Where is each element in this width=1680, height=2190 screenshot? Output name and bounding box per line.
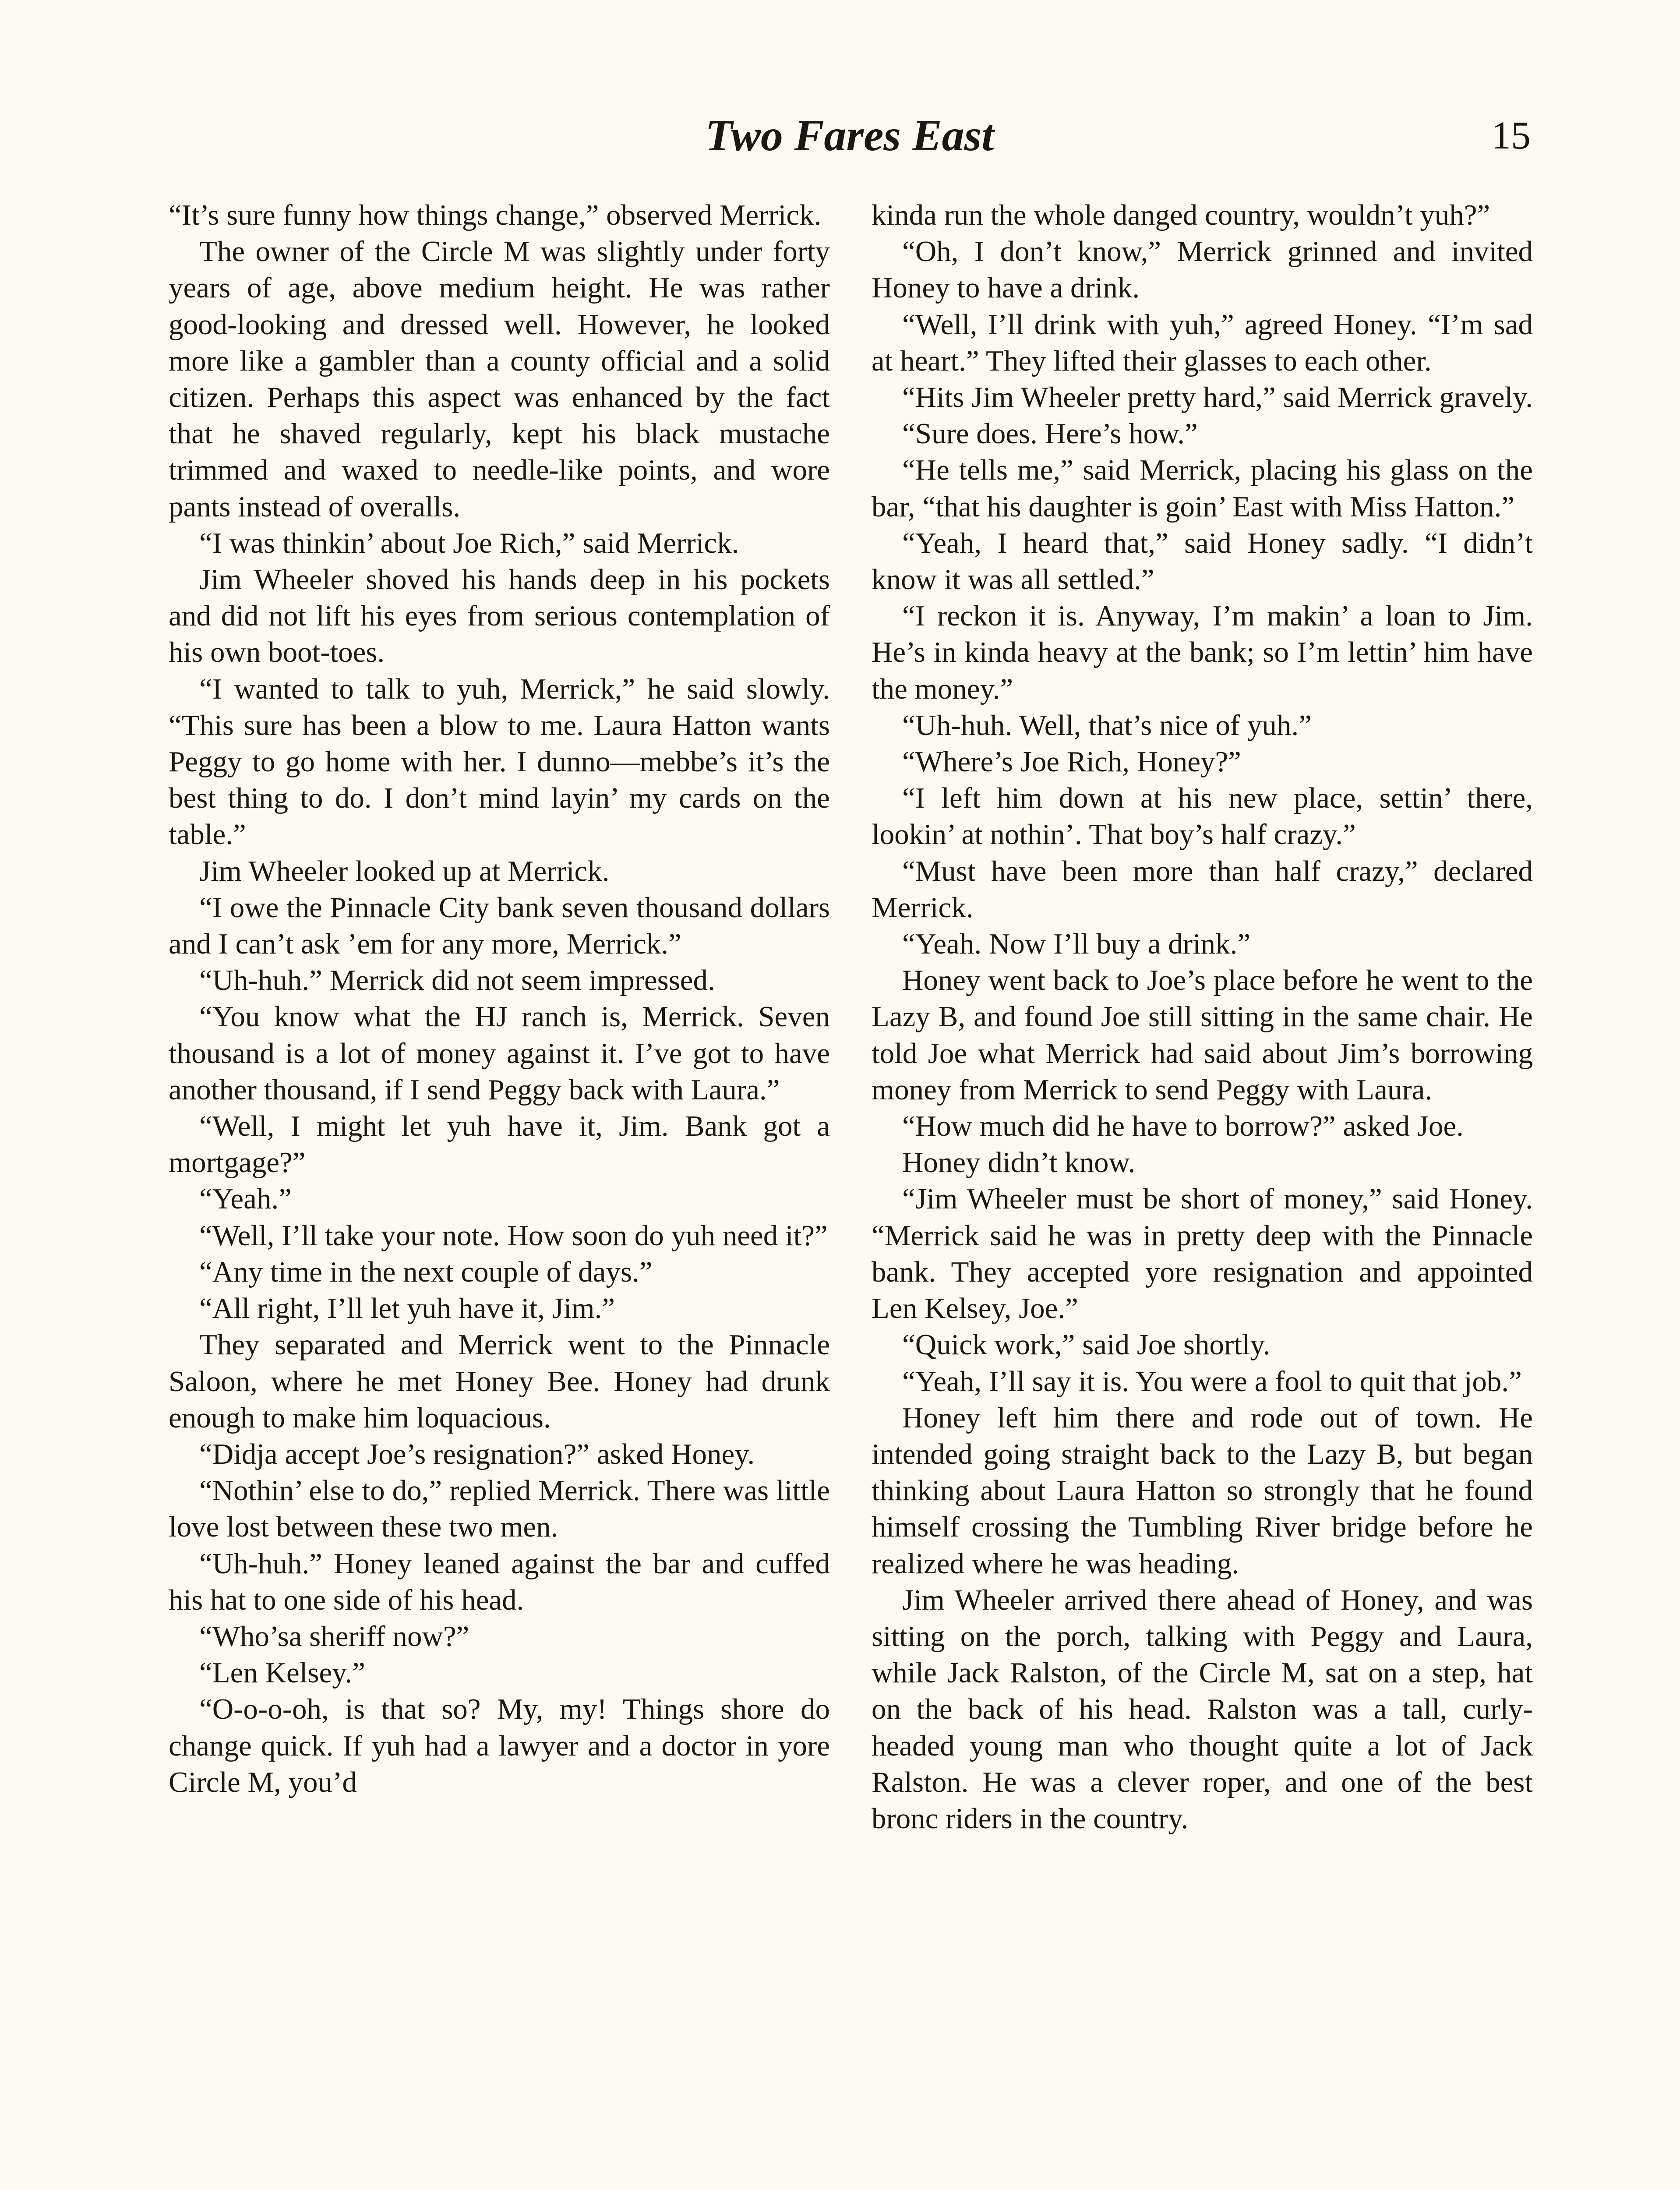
paragraph: “You know what the HJ ranch is, Merrick. Seven thousand is a lot of money against it. I’ve got to have another thousand, if I send Peggy back with Laura.”: [169, 1000, 830, 1106]
paragraph: “Len Kelsey.”: [199, 1657, 365, 1689]
paragraph: “Nothin’ else to do,” replied Merrick. There was little love lost between these two men.: [169, 1474, 830, 1544]
paragraph: “Yeah. Now I’ll buy a drink.”: [902, 928, 1251, 961]
paragraph: “Uh-huh.” Honey leaned against the bar and cuffed his hat to one side of his head.: [169, 1547, 830, 1616]
right-text-column: [872, 197, 1533, 2190]
paragraph: “Well, I might let yuh have it, Jim. Bank got a mortgage?”: [169, 1110, 830, 1179]
paragraph: “Well, I’ll take your note. How soon do yuh need it?”: [199, 1219, 828, 1252]
paragraph: They separated and Merrick went to the Pinnacle Saloon, where he met Honey Bee. Honey had drunk enough to make him loquacious.: [169, 1328, 830, 1434]
paragraph: “I was thinkin’ about Joe Rich,” said Merrick.: [199, 526, 739, 559]
paragraph: “I left him down at his new place, settin’ there, lookin’ at nothin’. That boy’s half crazy.”: [872, 782, 1533, 851]
paragraph: “Well, I’ll drink with yuh,” agreed Honey. “I’m sad at heart.” They lifted their glasses to each other.: [872, 308, 1533, 377]
paragraph: “Uh-huh. Well, that’s nice of yuh.”: [902, 709, 1312, 742]
paragraph: “Who’sa sheriff now?”: [199, 1620, 469, 1653]
paragraph: “Where’s Joe Rich, Honey?”: [902, 745, 1241, 778]
paragraph: “Jim Wheeler must be short of money,” said Honey. “Merrick said he was in pretty deep with the Pinnacle bank. They accepted yore resignation and appointed Len Kelsey, Joe.”: [872, 1183, 1533, 1325]
paragraph: “All right, I’ll let yuh have it, Jim.”: [199, 1292, 615, 1325]
left-text-column: [169, 197, 830, 2190]
paragraph: “Yeah.”: [199, 1183, 292, 1215]
paragraph: “Yeah, I’ll say it is. You were a fool to quit that job.”: [902, 1365, 1522, 1398]
paragraph: “How much did he have to borrow?” asked Joe.: [902, 1110, 1464, 1143]
paragraph: “O-o-o-oh, is that so? My, my! Things shore do change quick. If yuh had a lawyer and a doctor in yore Circle M, you’d: [169, 1693, 830, 1798]
paragraph: Jim Wheeler arrived there ahead of Honey, and was sitting on the porch, talking with Peggy and Laura, while Jack Ralston, of the Circle M, sat on a step, hat on the back of his head. Ralston was a tall, curly-headed young man who thought quite a lot of Jack Ralston. He was a clever roper, and one of the best bronc riders in the country.: [872, 1583, 1533, 1835]
page-number: 15: [1491, 114, 1531, 157]
paragraph: Honey went back to Joe’s place before he went to the Lazy B, and found Joe still sitting in the same chair. He told Joe what Merrick had said about Jim’s borrowing money from Merrick to send Peggy with Laura.: [872, 964, 1533, 1106]
running-title: Two Fares East: [705, 111, 994, 160]
paragraph: “Didja accept Joe’s resignation?” asked Honey.: [199, 1438, 755, 1470]
paragraph: “Hits Jim Wheeler pretty hard,” said Merrick gravely.: [902, 381, 1533, 414]
paragraph: Honey left him there and rode out of town. He intended going straight back to the Lazy B, but began thinking about Laura Hatton so strongly that he found himself crossing the Tumbling River bridge before he realized where he was heading.: [872, 1401, 1533, 1580]
page-header: [169, 105, 1531, 171]
paragraph: “I reckon it is. Anyway, I’m makin’ a loan to Jim. He’s in kinda heavy at the bank; so I’m lettin’ him have the money.”: [872, 600, 1533, 705]
paragraph: “Yeah, I heard that,” said Honey sadly. “I didn’t know it was all settled.”: [872, 526, 1533, 596]
paragraph: “Oh, I don’t know,” Merrick grinned and invited Honey to have a drink.: [872, 235, 1533, 304]
paragraph: Jim Wheeler looked up at Merrick.: [199, 855, 610, 887]
paragraph: kinda run the whole danged country, wouldn’t yuh?”: [872, 199, 1490, 231]
paragraph: “Must have been more than half crazy,” declared Merrick.: [872, 855, 1533, 924]
paragraph: “It’s sure funny how things change,” observed Merrick.: [169, 199, 822, 231]
paragraph: “Sure does. Here’s how.”: [902, 417, 1198, 450]
paragraph: “I wanted to talk to yuh, Merrick,” he said slowly. “This sure has been a blow to me. Laura Hatton wants Peggy to go home with her. I dunno—mebbe’s it’s the best thing to do. I don’t mind layin’ my cards on the table.”: [169, 672, 830, 851]
paragraph: “Any time in the next couple of days.”: [199, 1255, 653, 1288]
paragraph: The owner of the Circle M was slightly under forty years of age, above medium height. He was rather good-looking and dressed well. However, he looked more like a gambler than a county official and a solid citizen. Perhaps this aspect was enhanced by the fact that he shaved regularly, kept his black mustache trimmed and waxed to needle-like points, and wore pants instead of overalls.: [169, 235, 830, 523]
paragraph: “I owe the Pinnacle City bank seven thousand dollars and I can’t ask ’em for any more, Merrick.”: [169, 891, 830, 961]
paragraph: “Uh-huh.” Merrick did not seem impressed.: [199, 964, 715, 997]
paragraph: Jim Wheeler shoved his hands deep in his pockets and did not lift his eyes from serious contemplation of his own boot-toes.: [169, 563, 830, 669]
paragraph: “He tells me,” said Merrick, placing his glass on the bar, “that his daughter is goin’ East with Miss Hatton.”: [872, 454, 1533, 523]
paragraph: “Quick work,” said Joe shortly.: [902, 1328, 1271, 1361]
paragraph: Honey didn’t know.: [902, 1146, 1136, 1179]
